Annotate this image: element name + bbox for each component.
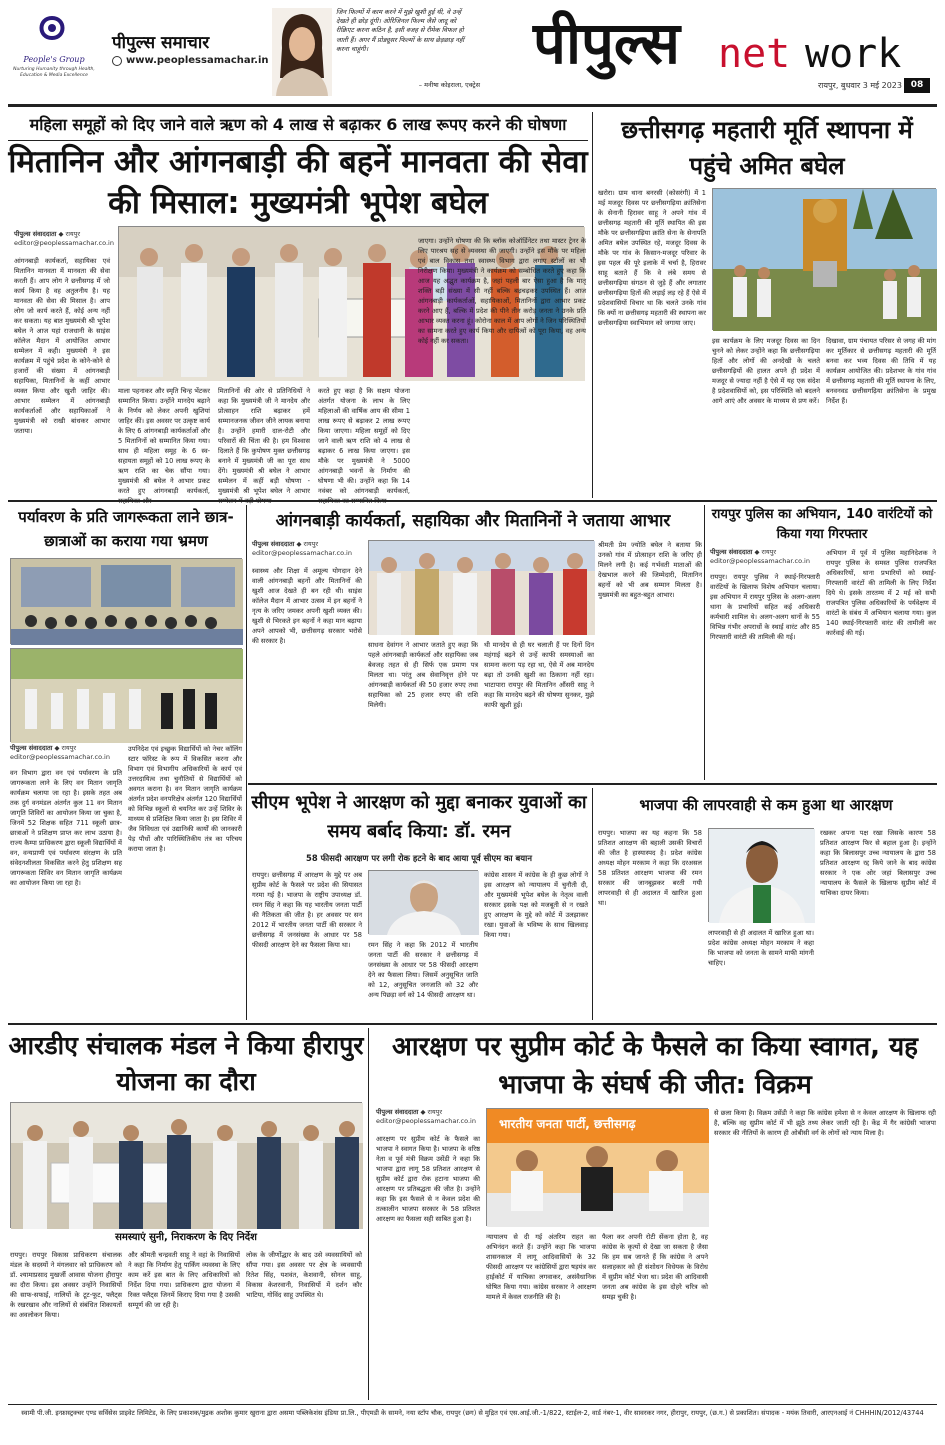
byline-email[interactable]: editor@peoplessamachar.co.in (252, 549, 352, 557)
globe-icon (112, 56, 122, 66)
story2-col1: खरोरा। ग्राम थाना बनरसी (कोसरंगी) में 1 मई मजदूर दिवस पर छत्तीसगढ़िया क्रांतिसेना के सेनानी हिरावर साहू ने अपने गांव में छत्तीसगढ़ महतारी की मूर्ति स्थापित की इस मौके पर छत्तीसगढ़िया क्रांति सेना के सेनापति अमित बघेल उपस्थित रहे, मजदूर दिवस के मौके पर गांव के किसान-मजदूर परिवार के इस पहल की पूरे इलाके में चर्चा है, हिरावर साहू बताते हैं कि वे लंबे समय से छत्तीसगढ़िया संगठन से जुड़े हैं और लगातार छत्तीसगढ़िया हितों की लड़ाई लड़ रहे हैं ऐसे में प्रदेशवासियों विचार था कि चलते उनके गांव कि क्यों ना छत्तीसगढ़ महतारी की स्थापना कर छत्तीसगढ़िया स्वाभिमान को जगाया जाए। (598, 189, 706, 327)
byline-email[interactable]: editor@peoplessamachar.co.in (376, 1117, 476, 1125)
story2-headline: छत्तीसगढ़ महतारी मूर्ति स्थापना में पहुंचे अमित बघेल (621, 116, 913, 180)
story1-col1: आंगनबाड़ी कार्यकर्ता, सहायिका एवं मितानिन मानवता में मानवता की सेवा करती हैं। आप लोग ने छत्तीसगढ़ में जो कार्य किया है वह अतुलनीय है। यह मानवता की सेवा की मिसाल है। आप लोग जो कार्य करते हैं, कोई अन्य नहीं कर सकता। यह बात मुख्यमंत्री श्री भूपेश बघेल ने आज यहां राजधानी के साइंस कॉलेज मैदान में आयोजित आभार सम्मेलन में कही। मुख्यमंत्री ने इस कार्यक्रम में पहुंचे प्रदेश के कोने-कोने से हजारों की संख्या में आंगनबाड़ी सहायिका, मितानिनों के कहीं आभार व्यक्त किया और खुशी जाहिर की। आभार सम्मेलन में आंगनबाड़ी कार्यकर्ताओं और सहायिकाओं ने मुख्यमंत्री को राखी बांधकर आभार जताया। (14, 257, 110, 435)
byline-reporter: पीपुल्स संवाददाता (14, 230, 57, 238)
story8-col1: रायपुर। रायपुर विकास प्राधिकरण संचालक मंडल के सदस्यों ने मंगलवार को प्राधिकरण को डॉ. श्यामाप्रसाद मुखर्जी आवास योजना हीरापुर का दौरा किया। इस अवसर उन्होंने निवासियों की साफ-सफाई, नालियों के टूट-फूट, फ्लैट्स के रखरखाव और नालियों से संबंधित शिकायतों का अवलोकन किया। (10, 1251, 122, 1319)
story1-byline: पीपुल्स संवाददाता ◆ रायपुर editor@peoplessamachar.co.in (14, 230, 114, 247)
story3-headline: पर्यावरण के प्रति जागरूकता लाने छात्र-छात्राओं का कराया गया भ्रमण (18, 508, 234, 550)
masthead-rule (8, 104, 937, 107)
story9-banner-text: भारतीय जनता पार्टी, छत्तीसगढ़ (499, 1117, 636, 1131)
story8-photo-visit (10, 1102, 362, 1228)
ad-attribution: – मनीषा कोइराला, एक्ट्रेस (418, 81, 480, 89)
story9-photo-pressmeet (486, 1108, 708, 1226)
section-rule-3 (8, 1023, 937, 1025)
brand-net: net (718, 31, 791, 77)
byline-email[interactable]: editor@peoplessamachar.co.in (14, 239, 114, 247)
masthead (0, 0, 945, 104)
story3-col2: उपनिदेश एवं इच्छुक विद्यार्थियों को नेचर कॉलिंग स्टार फॉरेस्ट के रूप में विकसित करना और विभाग एवं विभागीय अधिकारियों के कार्य एवं उत्तरदायित्व तथा चुनौतियों से विद्यार्थियों को अवगत कराना है। वन मितान जागृति कार्यक्रम अंतर्गत प्रदेश वनपरिक्षेत्र अंतर्गत 120 विद्यार्थियों को विभिन्न स्कूलों से चयनित कर उन्हें शिविर के माध्यम से प्रशिक्षित किया जाता है। इस शिविर में जैव विविधता एवं उद्यानिकी कार्यों की जानकारी पेड़ पौधों और पारिस्थितिकीय तंत्र का परिचय कराया जाता है। (128, 745, 242, 853)
story7-photo-marakam (708, 828, 814, 922)
story8-col2: और श्रीमती चन्द्रवती साहू ने वहां के निवासियों ने कहा कि निर्माण हेतु पार्किंग व्यवस्था के लिए काम करें इस बात के लिए अधिकारियों को निर्देश दिया गया। प्राधिकरण द्वारा योजना में रिक्त फ्लैट्स जिनमें किराए दिया गया है उसकी सम्पूर्ण की जा रही है। (128, 1251, 240, 1309)
dateline: रायपुर, बुधवार 3 मई 2023 (818, 81, 902, 90)
byline-place: रायपुर (761, 548, 777, 556)
story3-col1: वन विभाग द्वारा वन एवं पर्यावरण के प्रति जागरूकता लाने के लिए वन मितान जागृति कार्यक्रम चलाया जा रहा है। इसके तहत अब तक दुर्ग वनमंडल अंतर्गत कुल 11 वन मितान जागृति शिविरों का आयोजन किया जा चुका है, जिनमें 52 शिक्षक सहित 711 स्कूली छात्र-छात्राओं ने प्रशिक्षण प्राप्त कर लाभ उठाया है। राज्य कैम्पा प्राधिकरण द्वारा स्कूली विद्यार्थियों में वन, वन्यप्राणी एवं पर्यावरण संरक्षण के प्रति संवेदनशीलता विकसित करने हेतु प्रशिक्षण सह जागरूकता शिविर वन मितान जागृति कार्यक्रम का आयोजन किया जा रहा है। (10, 769, 122, 887)
byline-place: रायपुर (303, 540, 319, 548)
story4-photo-ceremony (368, 540, 594, 634)
story1-headline: मितानिन और आंगनबाड़ी की बहनें मानवता की सेवा की मिसाल: मुख्यमंत्री भूपेश बघेल (8, 144, 588, 221)
footer-imprint: स्वामी पी.जी. इन्फ्रास्ट्रक्चर एण्ड सर्विसेस प्राइवेट लिमिटेड, के लिए प्रकाशक/मुद्रक अशोक कुमार खुराना द्वारा असमा पब्लिकेशंस इंडिया प्रा.लि., पीएमडी के सामने, नया स्टॉप चौक, रायपुर (छग) से मुद्रित एवं एस.आई.जी.-1/822, स्टाईल-2, वार्ड नंबर-1, वीर सावरकर नगर, हीरापुर, रायपुर, (छ.ग.) से प्रकाशित। संपादक - मयंक तिवारी, आरएनआई नं CHHHIN/2012/43744 (21, 1409, 924, 1417)
story6-col2: रमन सिंह ने कहा कि 2012 में भारतीय जनता पार्टी की सरकार ने छत्तीसगढ़ में जनसंख्या के आधार पर 58 फीसदी आरक्षण देने का फैसला लिया। जिसमें अनुसूचित जाति को 12, अनुसूचित जनजाति को 32 और अन्य पिछड़ा वर्ग को 14 फीसदी आरक्षण था। (368, 941, 478, 999)
story1-col3: मितानिनों की ओर से प्रतिनिधियों ने कहा कि मुख्यमंत्री जी ने मानदेय और प्रोत्साहन राशि बढ़ाकर हमें सम्मानजनक जीवन जीने लायक बनाया है। उन्होंने हमारी दाल-रोटी और परिवारों की चिंता की है। हम विश्वास दिलाते हैं कि कुपोषण मुक्त छत्तीसगढ़ बनाने में मुख्यमंत्री जी का पूरा साथ देंगे। मुख्यमंत्री श्री बघेल ने आभार सम्मेलन में कहीं बड़ी घोषणा - मुख्यमंत्री श्री भूपेश बघेल ने आभार (218, 387, 310, 495)
story9-headline: आरक्षण पर सुप्रीम कोर्ट के फैसले का किया स्वागत, यह भाजपा के संघर्ष की जीत: विक्रम (392, 1032, 918, 1100)
story1-col5: जाएगा। उन्होंने घोषणा की कि ब्लॉक कोऑर्डिनेटर तथा मास्टर ट्रेनर के लिए पारश्रय सह से व्यवस्था की जाएगी। उन्होंने इस मौके पर महिला एवं बाल विकास तथा स्वास्थ्य विभाग द्वारा लगाए स्टॉलों का भी निरीक्षण किया। मुख्यमंत्री ने कार्यक्रम को सम्बोधित करते हुए कहा कि आज यह अद्भुत कार्यक्रम है, जहां पहली बार ऐसा हुआ है कि मातृ शक्ति बड़ी संख्या में सी नहीं बल्कि बढ़चढ़कर उपस्थित हैं। आज आंगनबाड़ी कार्यकर्ताओं, सहायिकाओं, मितानिनों द्वारा आभार प्रकट करने आए हैं, बल्कि में प्रदेश की पीने तीन करोड़ जनता ने उनके प्रति आभार व्यक्त करना हूं। कोरोना काल में आप लोगों ने जिन परिस्थितियों का सामना करते हुए कार्य किया और दायित्वों को पूरा किया, वह अन्य कोई नहीं कर सकता। (418, 237, 586, 345)
section-rule-1 (8, 500, 937, 502)
story4-byline: पीपुल्स संवाददाता ◆ रायपुर editor@peoplessamachar.co.in (252, 540, 352, 557)
story2-col3: दिखावा, ग्राम पंचायत परिसर से जगह की मांग कर मूर्तिकार से छत्तीसगढ़ महतारी की मूर्ति बनवा कर भव्य दिवस की तिथि में यह कार्यक्रम आयोजित की। प्रदेशभर के गांव गांव में छत्तीसगढ़ महतारी की मूर्ति स्थापना के लिए, बनवनवड छत्तीसगढ़िया क्रांतिसेना के प्रमुख निर्देश हैं। (826, 337, 936, 405)
story7-col1: रायपुर। भाजपा का यह कहना कि 58 प्रतिशत आरक्षण की बहाली उसकी विचारों की जीत है हास्यास्पद है। प्रदेश कांग्रेस अध्यक्ष मोहन मरकाम ने कहा कि दरअसल 58 प्रतिशत आरक्षण भाजपा की रमन सरकार की जानबूझकर बरती गयी लापरवाही से ही अदालत में खारिज हुआ था। (598, 829, 702, 907)
byline-email[interactable]: editor@peoplessamachar.co.in (710, 557, 810, 565)
website-link[interactable]: www.peoplessamachar.in (126, 55, 269, 66)
story8-headline: आरडीए संचालक मंडल ने किया हीरापुर योजना का दौरा (8, 1031, 364, 1096)
story4-col4: थी मानदेय से ही घर चलाती हैं पर दिनों दिन महंगाई बढ़ने से उन्हें काफी समस्याओं का सामना करना पड़ रहा था, ऐसे में अब मानदेय बढ़ा तो उनकी खुशी का ठिकाना नहीं रहा। भाटापारा रायपुर की मितानिन औंसरी साहू ने कहा कि मानदेय बढ़ने की घोषणा सुनकर, मुझे काफी खुशी हुई। (484, 641, 594, 709)
story1-col2: माला पहनाकर और स्मृति चिन्ह भेंटकर सम्मानित किया। उन्होंने मानदेय बढ़ाने के निर्णय को लेकर अपनी खुशियां जाहिर कीं। इस अवसर पर उत्कृष्ट कार्य के लिए 6 आंगनबाड़ी कार्यकर्ताओं और 5 मितानिनों को सम्मानित किया गया। साथ ही महिला समूह के 6 स्व-सहायता समूहों को 10 लाख रूपए के ऋण राशि का चेक सौंपा गया। मुख्यमंत्री श्री बघेल ने आभार प्रकट करते हुए आंगनबाड़ी कार्यकर्ता, (118, 387, 210, 495)
column-divider-2 (246, 505, 247, 1020)
column-divider-5 (368, 1028, 369, 1400)
story1-col4: करते हुए कहा है कि सक्षम योजना अंतर्गत योजना के लाभ के लिए महिलाओं की वार्षिक आय की सीमा 1 लाख रूपए से बढ़ाकर 2 लाख रूपए किया जाएगा। महिला समूहों को दिए जाने वाली ऋण राशि को 4 लाख से बढ़ाकर 6 लाख किया जाएगा। इस मौके पर मुख्यमंत्री ने 5000 आंगनबाड़ी भवनों के निर्माण की घोषणा भी की। उन्होंने कहा कि 14 नवंबर को आंगनबाड़ी कार्यकर्ता, (318, 387, 410, 495)
story9-col2: न्यायालय से दी गई अंतरिम राहत का अभिनंदन करते हैं। उन्होंने कहा कि भाजपा शासनकाल में लागू आदिवासियों के 32 फीसदी आरक्षण पर कांग्रेसियों द्वारा षड़यंत्र कर हाईकोर्ट में याचिका लगवाकर, असंवैधानिक घोषित किया गया। कांग्रेस सरकार ने आरक्षण मामले में केवल राजनीति की है। (486, 1233, 596, 1301)
group-tagline: Nurturing Humanity through Health, Education & Media Excellence (13, 67, 95, 78)
peoples-group-logo (28, 14, 76, 54)
byline-place: रायपुर (65, 230, 81, 238)
story6-headline: सीएम भूपेश ने आरक्षण को मुद्दा बनाकर युवाओं का समय बर्बाद किया: डॉ. रमन (251, 792, 587, 842)
story6-subhead: 58 फीसदी आरक्षण पर लगी रोक हटने के बाद आया पूर्व सीएम का बयान (306, 853, 532, 863)
byline-reporter: पीपुल्स संवाददाता (252, 540, 295, 548)
story9-col3: फैला कर अपनी रोटी सेंकना होता है, वह कांग्रेस के कृत्यों से देखा जा सकता है जैसा कि हम सब जानते हैं कि कांग्रेस ने अपने सलाहकार को ही संशोधन विधेयक के विरोध में सुप्रीम कोर्ट भेजा था। प्रदेश की आदिवासी जनता अब कांग्रेस के इस दोहरे चरित्र को समझ चुकी है। (602, 1233, 708, 1301)
footer-rule (8, 1404, 937, 1405)
story5-byline: पीपुल्स संवाददाता ◆ रायपुर editor@peoplessamachar.co.in (710, 548, 810, 565)
brand-work: work (805, 31, 902, 77)
story6-col1: रायपुर। छत्तीसगढ़ में आरक्षण के मुद्दे पर अब सुप्रीम कोर्ट के फैसले पर प्रदेश की सियासत गरमा गई है। भाजपा के राष्ट्रीय उपाध्यक्ष डॉ. रमन सिंह ने कहा कि यह भारतीय जनता पार्टी की नैतिकता की जीत है। हर अवसर पर सन 2012 में भारतीय जनता पार्टी की सरकार ने छत्तीसगढ़ में जनसंख्या के आधार पर 58 फीसदी आरक्षण देने का फैसला किया था। (252, 871, 362, 949)
section-rule-2 (248, 783, 937, 785)
byline-reporter: पीपुल्स संवाददाता (376, 1108, 419, 1116)
story5-col1: रायपुर। रायपुर पुलिस ने स्थाई-गिरफ्तारी वारंटियों के खिलाफ विशेष अभियान चलाया। इस अभियान में रायपुर पुलिस के अलग-अलग थाना के प्रभारियों सहित कई अधिकारी कर्मचारी शामिल थे। अलग-अलग थानों के 55 विभिन्न गंभीर अपराधों के स्थाई वारंट और 85 गिरफ्तारी वारंटी की तामिली की गई। (710, 573, 820, 641)
column-divider-4 (592, 788, 593, 1020)
kicker-rule (8, 140, 588, 141)
story8-caption: समस्याएं सुनी, निराकरण के दिए निर्देश (115, 1232, 257, 1243)
story4-headline: आंगनबाड़ी कार्यकर्ता, सहायिका और मितानिनों ने जताया आभार (275, 511, 671, 531)
group-name: People's Group (23, 55, 85, 64)
ad-quote: जिन फिल्मों में काम करने में मुझे खुशी हुई थी, वे उन्हें देखते ही छोड़ दूंगी। ओरिजिनल फिल्म जैसे जादू को रीक्रिएट करना कठिन है, इसी वजह से रीमेक विफल हो जाती हैं। अगर मैं प्रोड्यूसर फिल्मों के साथ छेड़छाड़ नहीं करना चाहूंगी। (336, 8, 465, 53)
story2-col2: इस कार्यक्रम के लिए मजदूर दिवस का दिन चुनने को लेकर उन्होंने कहा कि छत्तीसगढ़िया हितों और लोगों की अनदेखी के चलते छत्तीसगढ़ियों की हालत अपने ही प्रदेश में मजदूर से ज्यादा नहीं है ऐसे में यह एक संदेश है प्रदेशवासियों को, इस परिस्थिति को बदलने आगे आएं और अवसर के माध्यम से प्रण करें। (712, 337, 820, 405)
story2-photo-statue (712, 188, 936, 330)
page-number: 08 (904, 78, 930, 93)
story7-col2: लापरवाही से ही अदालत में खारिज हुआ था। प्रदेश कांग्रेस अध्यक्ष मोहन मरकाम ने कहा कि भाजपा को जनता के सामने माफी मांगनी चाहिए। (708, 929, 814, 967)
story8-col3: लोक के जीर्णोद्धार के बाद उसे व्यवसायियों को सौंपा गया। इस अवसर पर क्षेत्र के व्यवसायी रितेश सिंह, यशवंत, केशवानी, सोनल साहू, विकास केशरवानी, निवासियों में दर्शन कौर भाटिया, गोविंद साहू उपस्थित थे। (246, 1251, 362, 1299)
story1-kicker: महिला समूहों को दिए जाने वाले ऋण को 4 लाख से बढ़ाकर 6 लाख रूपए करने की घोषणा (29, 115, 567, 134)
story9-byline: पीपुल्स संवाददाता ◆ रायपुर editor@peoplessamachar.co.in (376, 1108, 476, 1125)
story3-byline: पीपुल्स संवाददाता ◆ रायपुर editor@peoplessamachar.co.in (10, 744, 110, 761)
byline-reporter: पीपुल्स संवाददाता (10, 744, 53, 752)
story4-col2: साधना देवांगन ने आभार जताते हुए कहा कि पहले आंगनबाड़ी कार्यकर्ता और सहायिका जब बेवजह तहत से ही सिर्फ एक प्रमाण पत्र मिलता था। परंतु अब सेवानिवृत्त होने पर आंगनबाड़ी कार्यकर्ता की 50 हजार रुपए तथा सहायिका को 25 हजार रुपए की राशि मिलेगी। (368, 641, 478, 709)
column-divider (592, 112, 593, 498)
byline-place: रायपुर (427, 1108, 443, 1116)
byline-place: रायपुर (61, 744, 77, 752)
story5-col2: अभियान में पूर्व में पुलिस महानिदेशक ने रायपुर पुलिस के समस्त पुलिस राजपत्रित अधिकारियों, थाना प्रभारियों को स्थाई-गिरफ्तारी वारंटों की तामिली के लिए निर्देश दिये थे। इसके तारतम्य में 2 मई को सभी राजपत्रित पुलिस अधिकारियों के पर्यवेक्षण में वारंटों के संबंध में अभियान चलाया गया। कुल 140 स्थाई-गिरफ्तारी वारंट की तामीली कर कार्रवाई की गई। (826, 549, 936, 637)
column-divider-3 (704, 505, 705, 780)
story3-photo-camp (10, 648, 242, 742)
story4-col1: स्वास्थ्य और शिक्षा में अमूल्य योगदान देने वाली आंगनबाड़ी बहनों और मितानिनों की खुशी आज देखते ही बन रही थी। साइंस कॉलेज मैदान में आभार उत्सव में इन बहनों ने नृत्य के जरिए जमकर अपनी खुशी व्यक्त की। खुशी से भिरकते इन बहनों ने कहा मान बढ़ाया अपने आपको भी, छत्तीसगढ़ सरकार भरोसे की सरकार है। (252, 567, 362, 645)
story9-col1: आरक्षण पर सुप्रीम कोर्ट के फैसले का भाजपा ने स्वागत किया है। भाजपा के वरिष्ठ नेता व पूर्व मंत्री विक्रम उसेंडी ने कहा कि भाजपा द्वारा लागू 58 प्रतिशत आरक्षण से सुप्रीम कोर्ट द्वारा रोक हटाना भाजपा की आरक्षण पर प्रतिबद्धता की जीत है। उन्होंने कहा कि इस फैसले से न केवल प्रदेश की तत्कालीन भाजपा सरकार के 58 प्रतिशत आरक्षण का फैसला सही साबित हुआ है। (376, 1135, 480, 1223)
story7-col3: रखकर अपना पक्ष रखा जिसके कारण 58 प्रतिशत आरक्षण फिर से बहाल हुआ है। इन्होंने कहा कि बिलासपुर उच्च न्यायालय के द्वारा 58 प्रतिशत आरक्षण रद्द किये जाने के बाद कांग्रेस सरकार ने एक ओर जहां बिलासपुर उच्च न्यायालय के फैसले के खिलाफ सुप्रीम कोर्ट में याचिका दायर किया। (820, 829, 936, 897)
story6-photo-raman (368, 870, 478, 934)
story6-col3: कांग्रेस शासन में कांग्रेस के ही कुछ लोगों ने इस आरक्षण को न्यायालय में चुनौती दी, और मुख्यमंत्री भूपेश बघेल के नेतृत्व वाली सरकार इसके पक्ष को मजबूती से न रखते हुए आरक्षण के मुद्दे को कोर्ट में उलझाकर रखा। युवाओं के भविष्य के साथ खिलवाड़ किया गया। (484, 871, 588, 939)
story5-headline: रायपुर पुलिस का अभियान, 140 वारंटियों को किया गया गिरफ्तार (711, 507, 933, 542)
newspaper-title: पीपुल्स (533, 9, 680, 77)
story9-col4: से छला किया है। विक्रम उसेंडी ने कहा कि कांग्रेस हमेशा से न केवल आरक्षण के खिलाफ रही है, बल्कि वह सुप्रीम कोर्ट में भी झूठे तथ्य लेकर जाती रही है। केंद्र में गैर कांग्रेसी भाजपा सरकार की नीतियों के कारण ही ओबीसी वर्ग के लोगों को न्याय मिला है। (714, 1109, 936, 1137)
byline-email[interactable]: editor@peoplessamachar.co.in (10, 753, 110, 761)
small-masthead-title: पीपुल्स समाचार (112, 33, 210, 53)
story4-col3: श्रीमती प्रेम ज्योति बघेल ने बताया कि उनको गांव में प्रोत्साहन राशि के जरिए ही मिलने लगी है। कई गर्भवती माताओं की देखभाल करने की जिम्मेदारी, मितानिन बहनों को भी अब सम्मान मिलता है। मुख्यमंत्री का बहुत-बहुत आभार। (598, 541, 702, 599)
story3-photo-students (10, 558, 242, 644)
actress-portrait (272, 8, 332, 96)
story7-headline: भाजपा की लापरवाही से कम हुआ था आरक्षण (639, 796, 893, 814)
byline-reporter: पीपुल्स संवाददाता (710, 548, 753, 556)
